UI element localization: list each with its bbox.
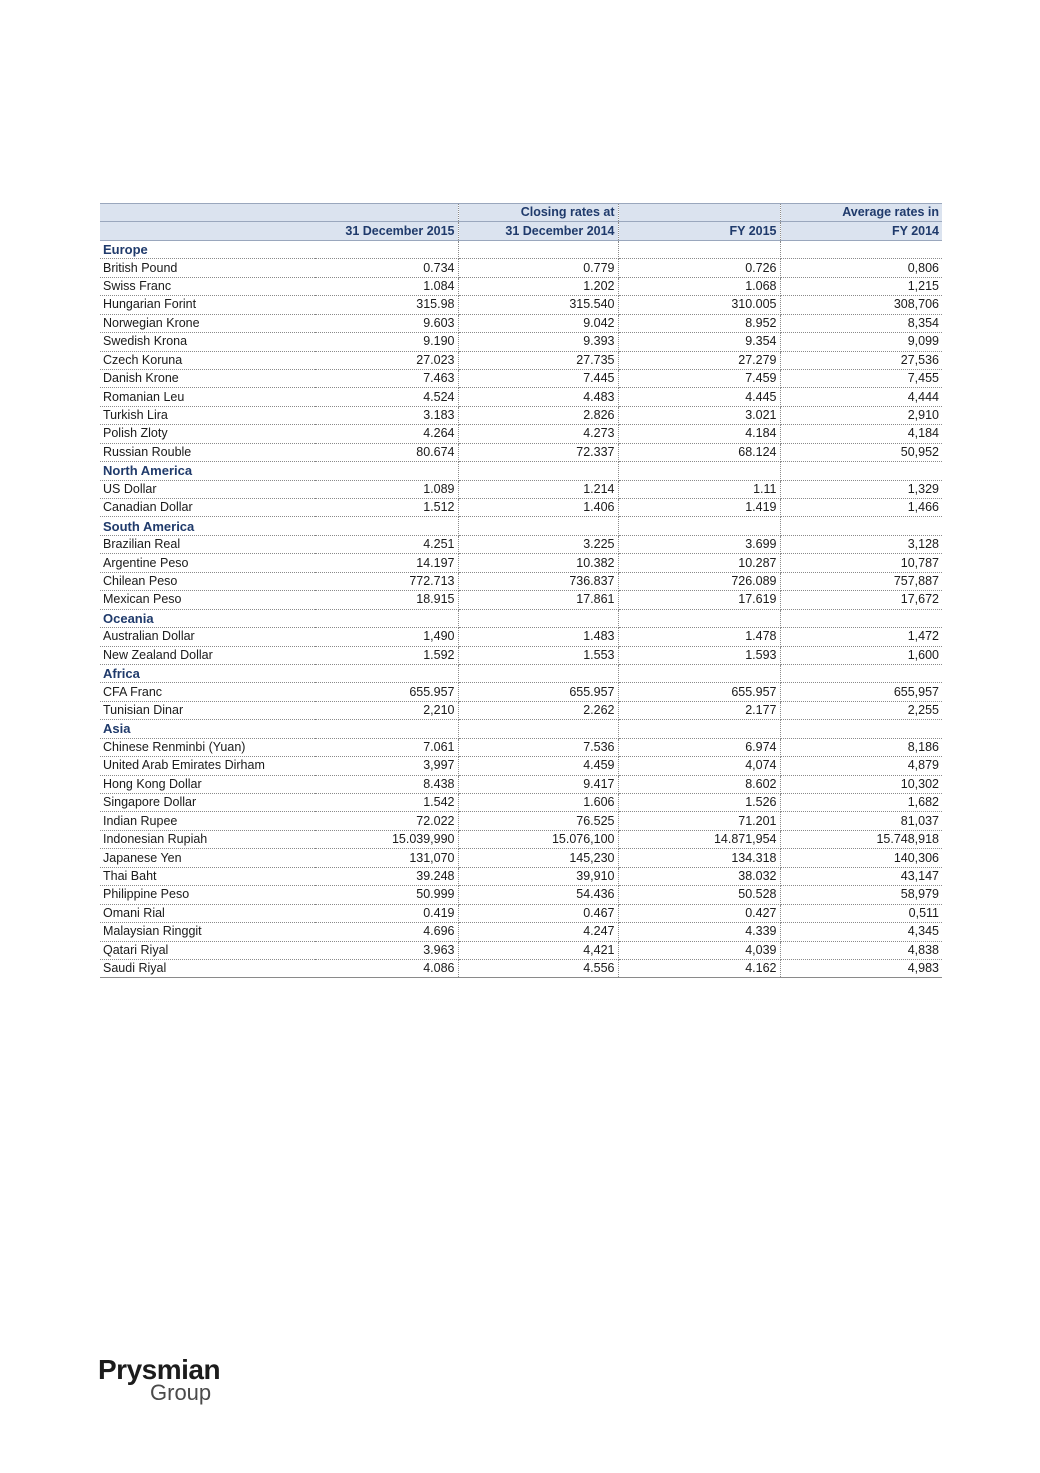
- region-row-empty-cell: [618, 664, 780, 682]
- region-group-row: [100, 609, 942, 627]
- rate-average-2015: 726.089: [618, 572, 780, 590]
- currency-row: [100, 443, 942, 461]
- header-fy-2014: FY 2014: [780, 222, 942, 240]
- currency-row: [100, 591, 942, 609]
- currency-row: [100, 886, 942, 904]
- rate-average-2015: 17.619: [618, 591, 780, 609]
- region-row-empty-cell: [315, 664, 458, 682]
- rate-average-2014: 1,466: [780, 499, 942, 517]
- currency-row: [100, 830, 942, 848]
- rate-closing-2015: 0.419: [315, 904, 458, 922]
- rate-average-2015: 2.177: [618, 701, 780, 719]
- currency-name: Swedish Krona: [100, 333, 315, 351]
- rate-average-2015: 134.318: [618, 849, 780, 867]
- header-row-1: [100, 204, 942, 222]
- rate-closing-2014: 2.262: [458, 701, 618, 719]
- currency-name: Indonesian Rupiah: [100, 830, 315, 848]
- rate-closing-2014: 7.445: [458, 369, 618, 387]
- currency-row: [100, 812, 942, 830]
- region-group-row: [100, 517, 942, 535]
- rate-average-2015: 10.287: [618, 554, 780, 572]
- currency-name: Japanese Yen: [100, 849, 315, 867]
- currency-name: Saudi Riyal: [100, 959, 315, 977]
- rate-closing-2015: 1,490: [315, 628, 458, 646]
- currency-name: CFA Franc: [100, 683, 315, 701]
- rate-average-2014: 81,037: [780, 812, 942, 830]
- region-row-empty-cell: [780, 720, 942, 738]
- currency-row: [100, 535, 942, 553]
- rate-closing-2014: 0.779: [458, 259, 618, 277]
- rate-closing-2014: 2.826: [458, 406, 618, 424]
- rate-closing-2015: 14.197: [315, 554, 458, 572]
- rate-closing-2015: 772.713: [315, 572, 458, 590]
- currency-row: [100, 333, 942, 351]
- currency-name: United Arab Emirates Dirham: [100, 757, 315, 775]
- rate-closing-2014: 4.273: [458, 425, 618, 443]
- rate-average-2015: 4.339: [618, 923, 780, 941]
- rate-average-2015: 3.699: [618, 535, 780, 553]
- rate-closing-2015: 3.963: [315, 941, 458, 959]
- rate-average-2015: 0.427: [618, 904, 780, 922]
- currency-name: British Pound: [100, 259, 315, 277]
- currency-row: [100, 388, 942, 406]
- rate-average-2014: 308,706: [780, 296, 942, 314]
- region-row-empty-cell: [315, 609, 458, 627]
- rate-average-2014: 43,147: [780, 867, 942, 885]
- rate-closing-2015: 1.512: [315, 499, 458, 517]
- rate-closing-2014: 3.225: [458, 535, 618, 553]
- currency-name: New Zealand Dollar: [100, 646, 315, 664]
- rate-closing-2014: 1.214: [458, 480, 618, 498]
- currency-name: Chilean Peso: [100, 572, 315, 590]
- currency-row: [100, 296, 942, 314]
- rate-average-2014: 0,806: [780, 259, 942, 277]
- rate-average-2015: 7.459: [618, 369, 780, 387]
- rate-closing-2014: 9.042: [458, 314, 618, 332]
- region-row-empty-cell: [618, 517, 780, 535]
- rate-closing-2015: 9.190: [315, 333, 458, 351]
- header-fy-2015: FY 2015: [618, 222, 780, 240]
- header-closing-rates: Closing rates at: [458, 204, 618, 222]
- currency-name: Australian Dollar: [100, 628, 315, 646]
- rate-average-2014: 0,511: [780, 904, 942, 922]
- exchange-rates-table: [100, 203, 942, 978]
- rate-average-2015: 4,074: [618, 757, 780, 775]
- region-row-empty-cell: [315, 720, 458, 738]
- currency-name: Polish Zloty: [100, 425, 315, 443]
- rate-average-2015: 68.124: [618, 443, 780, 461]
- currency-name: Singapore Dollar: [100, 794, 315, 812]
- rate-average-2014: 4,184: [780, 425, 942, 443]
- rate-closing-2014: 1.406: [458, 499, 618, 517]
- rate-average-2014: 8,186: [780, 738, 942, 756]
- rate-average-2014: 10,787: [780, 554, 942, 572]
- rate-closing-2014: 1.553: [458, 646, 618, 664]
- region-row-empty-cell: [780, 664, 942, 682]
- currency-row: [100, 628, 942, 646]
- region-row-empty-cell: [458, 720, 618, 738]
- region-row-empty-cell: [315, 240, 458, 258]
- rate-average-2014: 15.748,918: [780, 830, 942, 848]
- region-group-row: [100, 720, 942, 738]
- rate-average-2015: 8.952: [618, 314, 780, 332]
- rate-closing-2014: 9.393: [458, 333, 618, 351]
- rate-average-2014: 4,983: [780, 959, 942, 977]
- header-31-dec-2015: 31 December 2015: [315, 222, 458, 240]
- rate-average-2015: 1.11: [618, 480, 780, 498]
- currency-name: Hungarian Forint: [100, 296, 315, 314]
- rate-average-2014: 140,306: [780, 849, 942, 867]
- rate-closing-2015: 27.023: [315, 351, 458, 369]
- currency-name: Tunisian Dinar: [100, 701, 315, 719]
- rate-closing-2015: 39.248: [315, 867, 458, 885]
- rate-closing-2014: 1.483: [458, 628, 618, 646]
- rate-closing-2014: 655.957: [458, 683, 618, 701]
- logo-sub-text: Group: [150, 1380, 212, 1405]
- rate-average-2015: 6.974: [618, 738, 780, 756]
- rate-average-2014: 27,536: [780, 351, 942, 369]
- region-group-row: [100, 664, 942, 682]
- rate-closing-2015: 4.251: [315, 535, 458, 553]
- exchange-rates-body: [100, 204, 942, 978]
- rate-average-2014: 1,600: [780, 646, 942, 664]
- rate-average-2015: 4.162: [618, 959, 780, 977]
- currency-row: [100, 480, 942, 498]
- region-name: Oceania: [100, 609, 315, 627]
- currency-row: [100, 923, 942, 941]
- rate-average-2015: 1.478: [618, 628, 780, 646]
- rate-average-2014: 10,302: [780, 775, 942, 793]
- rate-average-2014: 1,215: [780, 277, 942, 295]
- rate-closing-2014: 72.337: [458, 443, 618, 461]
- currency-row: [100, 554, 942, 572]
- currency-name: Danish Krone: [100, 369, 315, 387]
- rate-average-2014: 7,455: [780, 369, 942, 387]
- currency-row: [100, 646, 942, 664]
- rate-average-2015: 38.032: [618, 867, 780, 885]
- rate-closing-2014: 7.536: [458, 738, 618, 756]
- rate-closing-2015: 50.999: [315, 886, 458, 904]
- region-name: Africa: [100, 664, 315, 682]
- rate-average-2015: 8.602: [618, 775, 780, 793]
- currency-row: [100, 406, 942, 424]
- region-row-empty-cell: [458, 517, 618, 535]
- rate-average-2014: 757,887: [780, 572, 942, 590]
- rate-average-2014: 4,879: [780, 757, 942, 775]
- rate-closing-2014: 1.606: [458, 794, 618, 812]
- rate-average-2014: 17,672: [780, 591, 942, 609]
- currency-name: Romanian Leu: [100, 388, 315, 406]
- region-row-empty-cell: [780, 609, 942, 627]
- currency-row: [100, 867, 942, 885]
- currency-row: [100, 259, 942, 277]
- currency-name: Hong Kong Dollar: [100, 775, 315, 793]
- rate-closing-2014: 27.735: [458, 351, 618, 369]
- rate-average-2014: 2,910: [780, 406, 942, 424]
- logo-main-text: Prysmian: [98, 1354, 221, 1385]
- currency-row: [100, 941, 942, 959]
- rate-average-2015: 4,039: [618, 941, 780, 959]
- currency-row: [100, 904, 942, 922]
- rate-average-2014: 1,472: [780, 628, 942, 646]
- rate-average-2015: 310.005: [618, 296, 780, 314]
- rate-closing-2015: 1.592: [315, 646, 458, 664]
- region-row-empty-cell: [780, 462, 942, 480]
- currency-row: [100, 738, 942, 756]
- header-row-2: [100, 222, 942, 240]
- region-name: Asia: [100, 720, 315, 738]
- rate-closing-2014: 4.556: [458, 959, 618, 977]
- region-row-empty-cell: [458, 609, 618, 627]
- region-group-row: [100, 240, 942, 258]
- rate-closing-2014: 9.417: [458, 775, 618, 793]
- currency-row: [100, 701, 942, 719]
- rate-average-2015: 9.354: [618, 333, 780, 351]
- rate-closing-2014: 15.076,100: [458, 830, 618, 848]
- region-row-empty-cell: [618, 240, 780, 258]
- currency-row: [100, 775, 942, 793]
- currency-row: [100, 499, 942, 517]
- currency-name: Indian Rupee: [100, 812, 315, 830]
- rate-closing-2014: 4.247: [458, 923, 618, 941]
- rate-closing-2014: 39,910: [458, 867, 618, 885]
- currency-name: Brazilian Real: [100, 535, 315, 553]
- rate-closing-2014: 145,230: [458, 849, 618, 867]
- rate-closing-2015: 4.524: [315, 388, 458, 406]
- currency-row: [100, 277, 942, 295]
- currency-row: [100, 959, 942, 977]
- currency-name: Philippine Peso: [100, 886, 315, 904]
- rate-average-2015: 14.871,954: [618, 830, 780, 848]
- rate-closing-2015: 4.086: [315, 959, 458, 977]
- rate-average-2014: 4,838: [780, 941, 942, 959]
- rate-closing-2014: 1.202: [458, 277, 618, 295]
- currency-name: Argentine Peso: [100, 554, 315, 572]
- prysmian-group-logo: [98, 1355, 238, 1415]
- rate-closing-2015: 655.957: [315, 683, 458, 701]
- currency-name: Russian Rouble: [100, 443, 315, 461]
- currency-row: [100, 314, 942, 332]
- rate-closing-2014: 736.837: [458, 572, 618, 590]
- rate-average-2014: 58,979: [780, 886, 942, 904]
- currency-name: Malaysian Ringgit: [100, 923, 315, 941]
- region-row-empty-cell: [458, 664, 618, 682]
- rate-closing-2014: 4.459: [458, 757, 618, 775]
- region-row-empty-cell: [618, 720, 780, 738]
- rate-average-2015: 3.021: [618, 406, 780, 424]
- rate-closing-2015: 1.542: [315, 794, 458, 812]
- currency-name: Turkish Lira: [100, 406, 315, 424]
- currency-name: US Dollar: [100, 480, 315, 498]
- rate-average-2014: 655,957: [780, 683, 942, 701]
- currency-row: [100, 683, 942, 701]
- rate-closing-2015: 4.264: [315, 425, 458, 443]
- rate-closing-2014: 54.436: [458, 886, 618, 904]
- rate-average-2014: 1,329: [780, 480, 942, 498]
- rate-closing-2014: 0.467: [458, 904, 618, 922]
- region-row-empty-cell: [618, 462, 780, 480]
- rate-closing-2015: 80.674: [315, 443, 458, 461]
- rate-average-2015: 1.593: [618, 646, 780, 664]
- rate-average-2015: 1.526: [618, 794, 780, 812]
- rate-closing-2015: 0.734: [315, 259, 458, 277]
- currency-row: [100, 794, 942, 812]
- rate-average-2015: 50.528: [618, 886, 780, 904]
- header-cell-blank: [315, 204, 458, 222]
- rate-average-2014: 50,952: [780, 443, 942, 461]
- currency-name: Thai Baht: [100, 867, 315, 885]
- rate-closing-2015: 1.084: [315, 277, 458, 295]
- rate-average-2015: 4.445: [618, 388, 780, 406]
- currency-row: [100, 351, 942, 369]
- rate-average-2015: 27.279: [618, 351, 780, 369]
- rate-closing-2015: 15.039,990: [315, 830, 458, 848]
- rate-average-2015: 71.201: [618, 812, 780, 830]
- currency-name: Omani Rial: [100, 904, 315, 922]
- rate-average-2014: 9,099: [780, 333, 942, 351]
- rate-closing-2014: 4,421: [458, 941, 618, 959]
- currency-name: Mexican Peso: [100, 591, 315, 609]
- currency-name: Canadian Dollar: [100, 499, 315, 517]
- rate-average-2015: 1.419: [618, 499, 780, 517]
- currency-row: [100, 572, 942, 590]
- rate-closing-2014: 10.382: [458, 554, 618, 572]
- region-row-empty-cell: [315, 462, 458, 480]
- header-average-rates: Average rates in: [780, 204, 942, 222]
- rate-closing-2015: 4.696: [315, 923, 458, 941]
- currency-name: Swiss Franc: [100, 277, 315, 295]
- currency-row: [100, 369, 942, 387]
- rate-average-2015: 0.726: [618, 259, 780, 277]
- rate-closing-2015: 3,997: [315, 757, 458, 775]
- rate-average-2015: 655.957: [618, 683, 780, 701]
- rate-closing-2015: 131,070: [315, 849, 458, 867]
- region-row-empty-cell: [458, 462, 618, 480]
- region-name: South America: [100, 517, 315, 535]
- region-name: North America: [100, 462, 315, 480]
- rate-closing-2015: 9.603: [315, 314, 458, 332]
- rate-closing-2015: 3.183: [315, 406, 458, 424]
- region-row-empty-cell: [458, 240, 618, 258]
- rate-closing-2015: 315.98: [315, 296, 458, 314]
- rate-closing-2014: 76.525: [458, 812, 618, 830]
- header-31-dec-2014: 31 December 2014: [458, 222, 618, 240]
- rate-closing-2015: 8.438: [315, 775, 458, 793]
- currency-name: Qatari Riyal: [100, 941, 315, 959]
- region-row-empty-cell: [780, 517, 942, 535]
- currency-name: Norwegian Krone: [100, 314, 315, 332]
- rate-average-2014: 4,345: [780, 923, 942, 941]
- rate-average-2015: 4.184: [618, 425, 780, 443]
- header-cell-blank: [100, 222, 315, 240]
- rate-average-2014: 1,682: [780, 794, 942, 812]
- rate-average-2015: 1.068: [618, 277, 780, 295]
- rate-average-2014: 2,255: [780, 701, 942, 719]
- region-group-row: [100, 462, 942, 480]
- currency-name: Czech Koruna: [100, 351, 315, 369]
- region-name: Europe: [100, 240, 315, 258]
- currency-row: [100, 849, 942, 867]
- header-cell-blank: [100, 204, 315, 222]
- rate-closing-2015: 2,210: [315, 701, 458, 719]
- currency-row: [100, 425, 942, 443]
- rate-average-2014: 4,444: [780, 388, 942, 406]
- currency-name: Chinese Renminbi (Yuan): [100, 738, 315, 756]
- rate-average-2014: 3,128: [780, 535, 942, 553]
- rate-closing-2014: 4.483: [458, 388, 618, 406]
- currency-row: [100, 757, 942, 775]
- rate-closing-2015: 18.915: [315, 591, 458, 609]
- region-row-empty-cell: [315, 517, 458, 535]
- rate-closing-2015: 1.089: [315, 480, 458, 498]
- rate-closing-2015: 7.463: [315, 369, 458, 387]
- region-row-empty-cell: [618, 609, 780, 627]
- rate-closing-2015: 7.061: [315, 738, 458, 756]
- rate-average-2014: 8,354: [780, 314, 942, 332]
- header-cell-blank: [618, 204, 780, 222]
- region-row-empty-cell: [780, 240, 942, 258]
- rate-closing-2014: 315.540: [458, 296, 618, 314]
- rate-closing-2014: 17.861: [458, 591, 618, 609]
- rate-closing-2015: 72.022: [315, 812, 458, 830]
